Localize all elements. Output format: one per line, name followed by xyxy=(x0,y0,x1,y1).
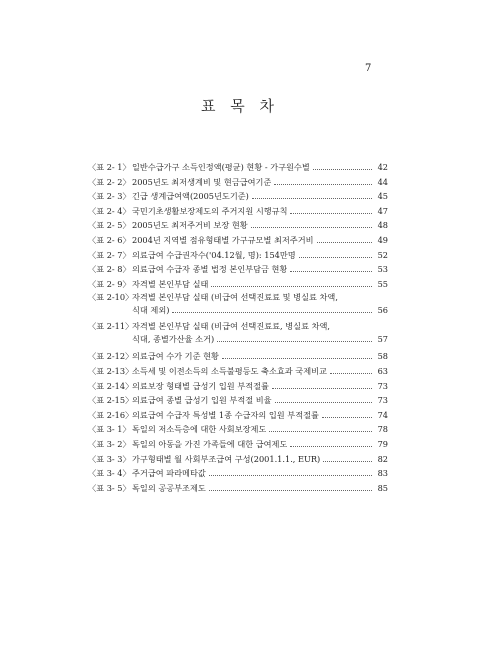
toc-entry-title: 자격별 본인부담 실태 (비급여 선택진료료 및 병실료 차액, xyxy=(132,292,338,303)
dot-leader xyxy=(317,242,372,243)
toc-entry-title: 의료급여 수급권자수('04.12월, 명): 154만명 xyxy=(132,249,296,260)
toc-entry-title: 소득세 및 이전소득의 소득불평등도 축소효과 국제비교 xyxy=(132,365,327,376)
dot-leader xyxy=(211,286,372,287)
toc-entry xyxy=(88,379,388,394)
toc-entry xyxy=(88,349,388,364)
toc-entry-page: 63 xyxy=(377,365,388,376)
toc-entry-title: 독일의 공공부조제도 xyxy=(132,482,206,493)
toc-entry-page: 56 xyxy=(377,305,388,316)
toc-entry-title: 주거급여 파라메타값 xyxy=(132,468,206,479)
toc-entry-page: 52 xyxy=(377,249,388,260)
toc-entry-ref: 〈표 2-11〉 xyxy=(88,321,134,332)
toc-entry-ref: 〈표 2-12〉 xyxy=(88,351,134,362)
toc-entry xyxy=(88,189,388,204)
toc-entry-page: 58 xyxy=(377,351,388,362)
toc-entry xyxy=(88,393,388,408)
dot-leader xyxy=(323,461,372,462)
dot-leader xyxy=(222,358,372,359)
toc-entry xyxy=(88,160,388,175)
toc-entry-page: 55 xyxy=(377,278,388,289)
toc-entry-page: 44 xyxy=(377,176,388,187)
toc-entry xyxy=(88,481,388,496)
toc-entry-ref: 〈표 2- 7〉 xyxy=(88,249,131,260)
toc-entry xyxy=(88,291,388,320)
toc-entry xyxy=(88,262,388,277)
toc-entry-ref: 〈표 2-16〉 xyxy=(88,409,134,420)
page-number: 7 xyxy=(365,63,372,74)
dot-leader xyxy=(252,198,372,199)
toc-entry-ref: 〈표 2- 3〉 xyxy=(88,191,131,202)
toc-entry-page: 57 xyxy=(377,334,388,345)
toc-entry xyxy=(88,277,388,292)
toc-entry-ref: 〈표 3- 5〉 xyxy=(88,482,131,493)
toc-entry xyxy=(88,364,388,379)
toc-entry-title: 2004년 지역별 점유형태별 가구규모별 최저주거비 xyxy=(132,234,314,245)
toc-entry-ref: 〈표 2- 8〉 xyxy=(88,264,131,275)
table-of-contents xyxy=(88,160,388,495)
toc-entry-page: 74 xyxy=(377,409,388,420)
toc-entry-title: 국민기초생활보장제도의 주거지원 시행규칙 xyxy=(132,205,288,216)
toc-entry xyxy=(88,452,388,467)
dot-leader xyxy=(269,431,372,432)
toc-entry-title: 일반수급가구 소득인정액(평균) 현황 - 가구원수별 xyxy=(132,162,310,172)
toc-entry-title: 가구형태별 월 사회부조급여 구성(2001.1.1., EUR) xyxy=(132,453,321,464)
toc-entry-page: 83 xyxy=(377,468,388,479)
dot-leader xyxy=(209,490,372,491)
toc-entry-ref: 〈표 2-13〉 xyxy=(88,365,134,376)
toc-entry-page: 53 xyxy=(377,264,388,275)
toc-entry-ref: 〈표 3- 2〉 xyxy=(88,438,131,449)
toc-entry-title: 자격별 본인부담 실태 xyxy=(132,278,209,289)
toc-entry-page: 49 xyxy=(377,234,388,245)
toc-entry-title: 식대, 종별가산율 소거) xyxy=(132,334,215,345)
toc-entry-title: 의료급여 수급자 종별 법정 본인부담금 현황 xyxy=(132,264,288,275)
toc-entry-ref: 〈표 2- 5〉 xyxy=(88,220,131,231)
dot-leader xyxy=(217,341,372,342)
toc-entry-page: 78 xyxy=(377,424,388,435)
dot-leader xyxy=(209,475,372,476)
toc-entry-title: 의료급여 종별 급성기 입원 부적절 비율 xyxy=(132,395,272,406)
toc-entry-ref: 〈표 3- 1〉 xyxy=(88,424,131,435)
toc-entry-ref: 〈표 2- 6〉 xyxy=(88,234,131,245)
toc-entry xyxy=(88,408,388,423)
toc-entry xyxy=(88,218,388,233)
toc-entry-ref: 〈표 3- 3〉 xyxy=(88,453,131,464)
dot-leader xyxy=(322,417,372,418)
toc-entry-title: 독일의 저소득층에 대한 사회보장제도 xyxy=(132,424,267,435)
toc-entry-page: 79 xyxy=(377,438,388,449)
dot-leader xyxy=(313,169,372,170)
dot-leader xyxy=(275,402,372,403)
toc-entry xyxy=(88,204,388,219)
toc-entry-title: 의료급여 수급자 특성별 1종 수급자의 입원 부적절률 xyxy=(132,409,319,420)
toc-entry-ref: 〈표 2-15〉 xyxy=(88,395,134,406)
dot-leader xyxy=(172,312,372,313)
toc-entry xyxy=(88,320,388,349)
toc-entry-ref: 〈표 2- 1〉 xyxy=(88,162,131,172)
toc-entry xyxy=(88,233,388,248)
toc-entry xyxy=(88,422,388,437)
toc-entry-title: 2005년도 최저주거비 보장 현황 xyxy=(132,220,248,231)
toc-entry-title: 독일의 아동을 가진 가족들에 대한 급여제도 xyxy=(132,438,288,449)
toc-entry-ref: 〈표 2-14〉 xyxy=(88,380,134,391)
toc-entry-page: 47 xyxy=(377,205,388,216)
toc-entry-ref: 〈표 2- 2〉 xyxy=(88,176,131,187)
toc-entry-title: 의료급여 수가 기준 현황 xyxy=(132,351,219,362)
toc-entry xyxy=(88,437,388,452)
dot-leader xyxy=(330,373,372,374)
toc-entry-page: 85 xyxy=(377,482,388,493)
dot-leader xyxy=(251,227,372,228)
toc-entry-title: 긴급 생계급여액(2005년도기준) xyxy=(132,191,249,202)
dot-leader xyxy=(290,271,372,272)
toc-entry-page: 48 xyxy=(377,220,388,231)
toc-entry-page: 73 xyxy=(377,395,388,406)
toc-entry-ref: 〈표 2- 4〉 xyxy=(88,205,131,216)
toc-entry-ref: 〈표 3- 4〉 xyxy=(88,468,131,479)
toc-entry-title: 자격별 본인부담 실태 (비급여 선택진료료, 병실료 차액, xyxy=(132,321,331,332)
toc-entry-page: 73 xyxy=(377,380,388,391)
dot-leader xyxy=(299,257,372,258)
dot-leader xyxy=(272,388,372,389)
toc-entry xyxy=(88,466,388,481)
toc-entry-title: 2005년도 최저생계비 및 현금급여기준 xyxy=(132,176,272,187)
dot-leader xyxy=(274,184,372,185)
toc-entry-ref: 〈표 2-10〉 xyxy=(88,292,134,303)
toc-entry-page: 42 xyxy=(377,162,388,172)
toc-entry-title: 식대 제외) xyxy=(132,305,170,316)
toc-entry xyxy=(88,175,388,190)
toc-entry xyxy=(88,248,388,263)
toc-entry-title: 의료보장 형태별 급성기 입원 부적절률 xyxy=(132,380,269,391)
page-title: 표 목 차 xyxy=(200,97,279,115)
dot-leader xyxy=(290,446,372,447)
toc-entry-ref: 〈표 2- 9〉 xyxy=(88,278,131,289)
dot-leader xyxy=(290,213,372,214)
toc-entry-page: 82 xyxy=(377,453,388,464)
toc-entry-page: 45 xyxy=(377,191,388,202)
